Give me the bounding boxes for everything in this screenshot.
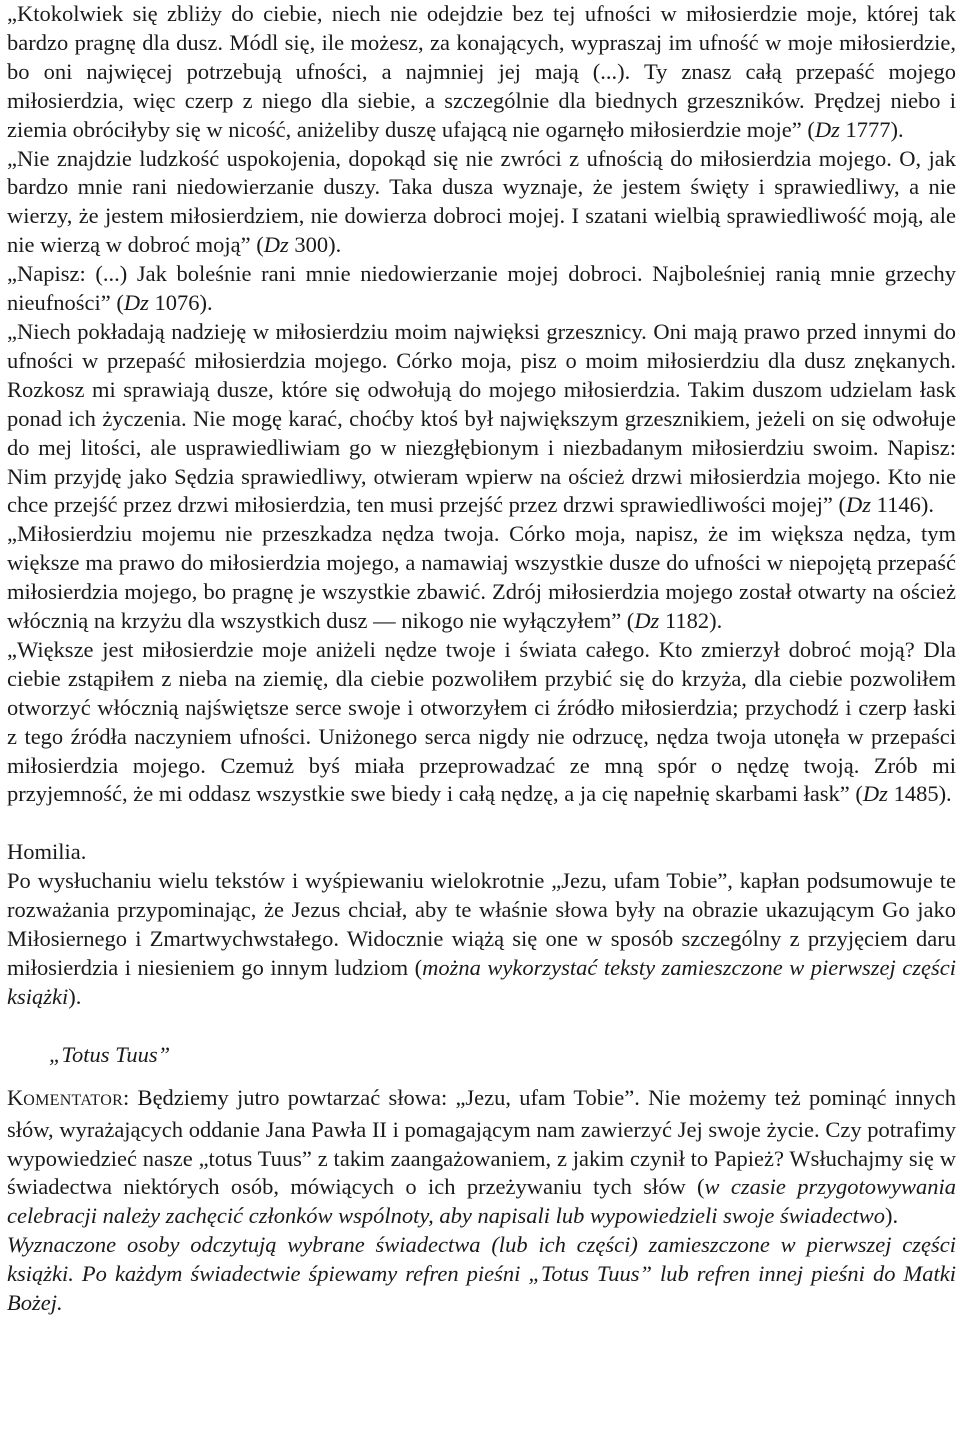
speaker-colon: : <box>123 1084 130 1110</box>
spacer <box>7 1012 956 1041</box>
quote-paragraph-1 <box>7 0 956 145</box>
commentator-text: Będziemy jutro powtarzać słowa: „Jezu, ufam Tobie”. Nie możemy też pominąć innych słów, wyrażających oddanie Jana Pawła II i pomagającym nam zawierzyć Jej swoje życie. Czy potrafimy wypowiedzieć nasze „totus Tuus” z takim zaangażowaniem, z jakim czynił to Papież? Wsłuchajmy się w świadectwa niektórych osób, mówiących o ich przeżywaniu tych słów ( <box>7 1084 956 1200</box>
spacer <box>7 809 956 838</box>
diary-abbr: Dz <box>846 492 872 518</box>
quote-paragraph-6 <box>7 636 956 809</box>
homily-text-end: ). <box>68 983 82 1009</box>
instruction-text: Wyznaczone osoby odczytują wybrane świadectwa (lub ich części) zamieszczone w pierwszej części książki. Po każdym świadectwie śpiewamy refren pieśni „Totus Tuus” lub refren innej pieśni do Matki Bożej. <box>7 1232 956 1316</box>
quote-paragraph-5 <box>7 520 956 636</box>
quote-paragraph-2 <box>7 145 956 261</box>
quote-text: „Napisz: (...) Jak boleśnie rani mnie niedowierzanie mojej dobroci. Najboleśniej ranią mnie grzechy nieufności” ( <box>7 261 956 316</box>
quote-paragraph-3 <box>7 260 956 318</box>
quote-text: „Większe jest miłosierdzie moje aniżeli nędze twoje i świata całego. Kto zmierzył dobroć moją? Dla ciebie zstąpiłem z nieba na ziemię, dla ciebie pozwoliłem przybić się do krzyża, dla ciebie pozwoliłem otworzyć włócznią najświętsze serce swoje i otworzyłem ci źródło miłosierdzia; przychodź i czerp łaski z tego źródła naczyniem ufności. Uniżonego serca nigdy nie odrzucę, nędza twoja utonęła w przepaści miłosierdzia mojego. Czemuż byś miała przeprowadzać ze mną spór o nędzę twoją. Zrób mi przyjemność, że mi oddasz wszystkie swe biedy i całą nędzę, a ja cię napełnię skarbami łask” ( <box>7 636 956 807</box>
diary-abbr: Dz <box>123 290 149 316</box>
quote-text: „Ktokolwiek się zbliży do ciebie, niech nie odejdzie bez tej ufności w miłosierdzie moje, której tak bardzo pragnę dla dusz. Módl się, ile możesz, za konających, wypraszaj im ufność w moje miłosierdzie, bo oni najwięcej potrzebują ufności, a najmniej jej mają (...). Ty znasz całą przepaść mojego miłosierdzia, więc czerp z niego dla siebie, a szczególnie dla biednych grzeszników. Prędzej niebo i ziemia obróciłyby się w nicość, aniżeliby duszę ufającą nie ogarnęło miłosierdzie moje” ( <box>7 1 956 142</box>
diary-ref: 1777). <box>839 116 904 142</box>
homily-text: Po wysłuchaniu wielu tekstów i wyśpiewaniu wielokrotnie „Jezu, ufam Tobie”, kapłan podsumowuje te rozważania przypominając, że Jezus chciał, aby te właśnie słowa były na obrazie ukazującym Go jako Miłosiernego i Zmartwychwstałego. Widocznie wiążą się one w sposób szczególny z przyjęciem daru miłosierdzia i niesieniem go innym ludziom ( <box>7 868 956 980</box>
diary-abbr: Dz <box>263 232 289 258</box>
quote-text: „Nie znajdzie ludzkość uspokojenia, dopokąd się nie zwróci z ufnością do miłosierdzia mojego. O, jak bardzo mnie rani niedowierzanie duszy. Taka dusza wyznaje, że jestem święty i sprawiedliwy, a nie wierzy, że jestem miłosierdziem, nie dowierza dobroci mojej. I szatani wielbią sprawiedliwość moją, ale nie wierzą w dobroć moją” ( <box>7 145 956 258</box>
speaker-label: OMENTATOR <box>23 1091 124 1109</box>
commentator-text-end: ). <box>885 1203 899 1229</box>
diary-abbr: Dz <box>862 781 888 807</box>
diary-ref: 300). <box>288 232 342 258</box>
speaker-initial: K <box>7 1084 24 1110</box>
diary-abbr: Dz <box>814 116 840 142</box>
diary-ref: 1182). <box>659 608 723 634</box>
diary-ref: 1485). <box>887 781 952 807</box>
instruction-paragraph <box>7 1231 956 1318</box>
commentator-paragraph <box>7 1084 956 1232</box>
quote-text: „Niech pokładają nadzieję w miłosierdziu moim najwięksi grzesznicy. Oni mają prawo przed innymi do ufności w przepaść miłosierdzia mojego. Córko moja, pisz o moim miłosierdziu dla dusz znękanych. Rozkosz mi sprawiają dusze, które się odwołują do mojego miłosierdzia. Takim duszom udzielam łask ponad ich życzenia. Nie mogę karać, choćby ktoś był największym grzesznikiem, jeżeli on się odwołuje do mej litości, ale usprawiedliwiam go w niezgłębionym i niezbadanym miłosierdziu swoim. Napisz: Nim przyjdę jako Sędzia sprawiedliwy, otwieram wpierw na oścież drzwi miłosierdzia mojego. Kto nie chce przejść przez drzwi miłosierdzia, ten musi przejść przez drzwi sprawiedliwości mojej” ( <box>7 318 956 518</box>
diary-abbr: Dz <box>634 608 660 634</box>
diary-ref: 1146). <box>871 492 934 518</box>
commentator-italic-note: w czasie przygotowywania celebracji należy zachęcić członków wspólnoty, aby napisali lub wypowiedzieli swoje świadectwo <box>7 1174 956 1229</box>
homily-paragraph <box>7 867 956 1012</box>
homily-heading: Homilia. <box>7 839 87 865</box>
homily-italic-note: można wykorzystać teksty zamieszczone w pierwszej części książki <box>7 955 956 1009</box>
section-title: „Totus Tuus” <box>49 1041 171 1067</box>
quote-paragraph-4 <box>7 318 956 520</box>
diary-ref: 1076). <box>148 290 213 316</box>
spacer <box>7 1070 956 1084</box>
quote-text: „Miłosierdziu mojemu nie przeszkadza nędza twoja. Córko moja, napisz, że im większa nędza, tym większe ma prawo do miłosierdzia mojego, a namawiaj wszystkie dusze do ufności w niepojętą przepaść miłosierdzia mojego, bo pragnę je wszystkie zbawić. Zdrój miłosierdzia mojego został otwarty na oścież włócznią na krzyżu dla wszystkich dusz — nikogo nie wyłączyłem” ( <box>7 521 956 634</box>
